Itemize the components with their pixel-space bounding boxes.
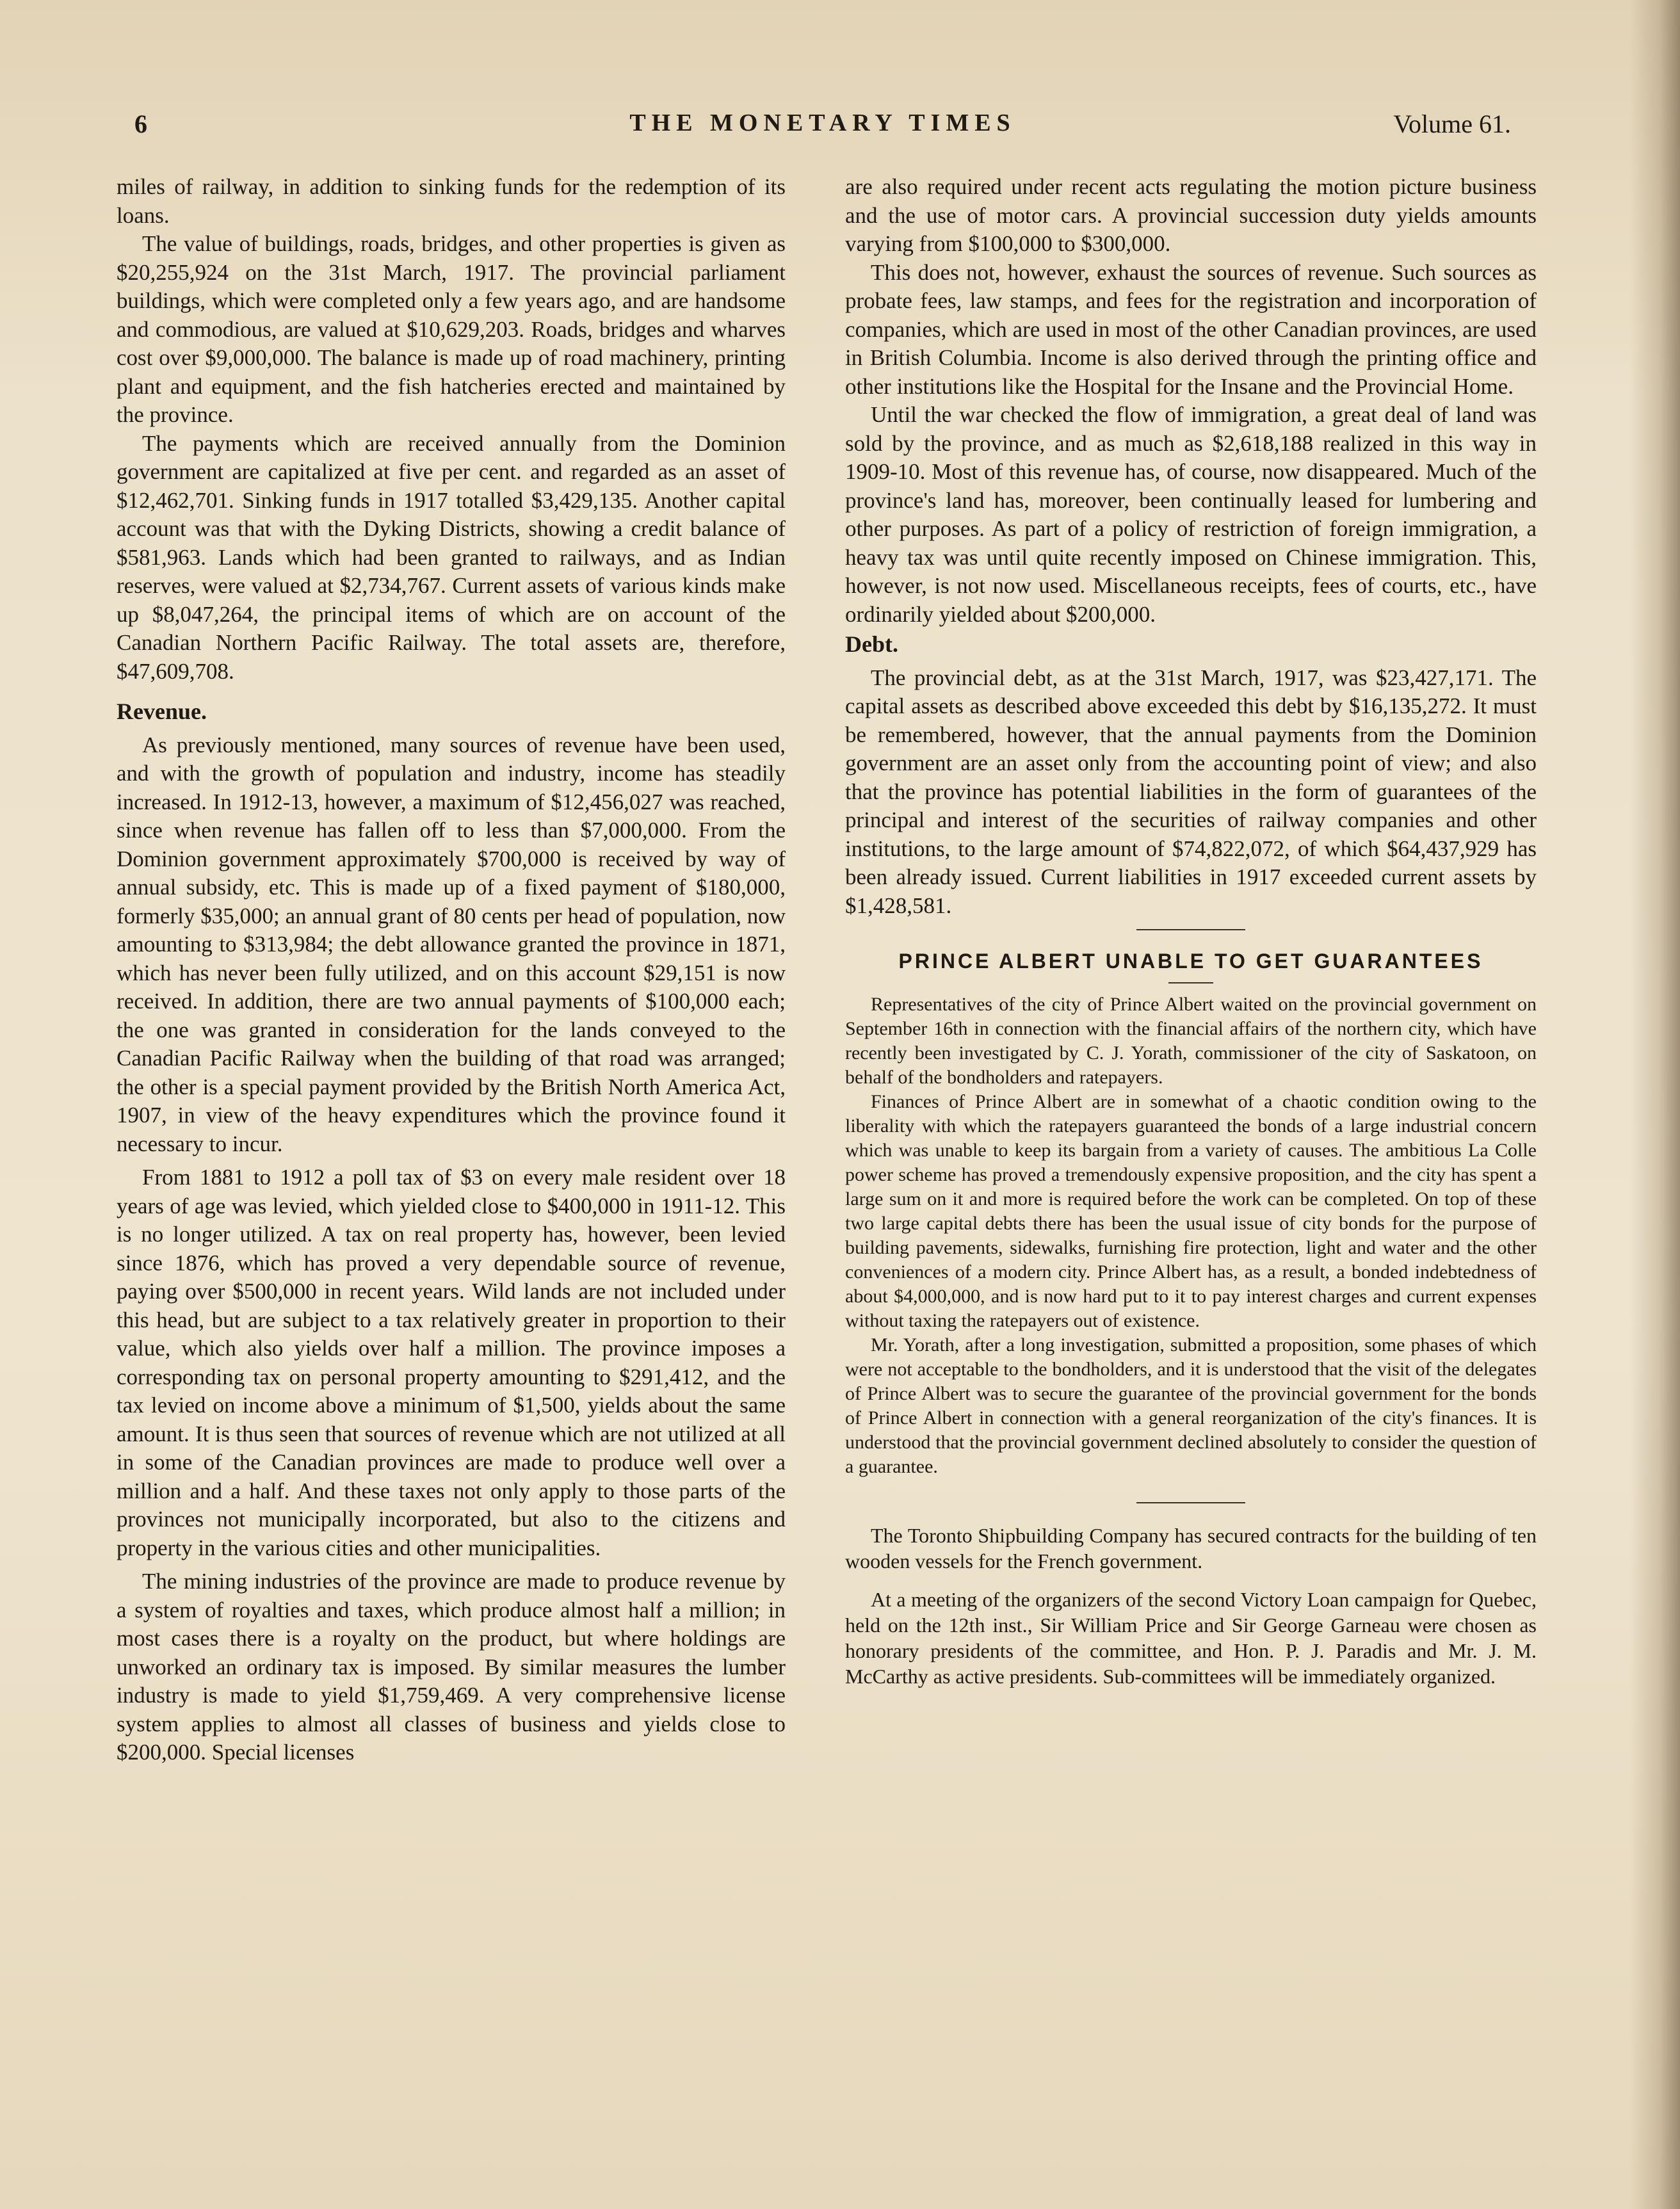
paragraph: This does not, however, exhaust the sources of revenue. Such sources as probate fees, law stamps, and fees for the registration and incorporation of companies, which are used in most of the other Canadian provinces, are used in British Columbia. Income is also derived through the printing office and other institutions like the Hospital for the Insane and the Provincial Home. <box>845 259 1537 399</box>
page-header <box>134 109 1511 147</box>
news-items <box>845 1523 1537 1689</box>
paragraph: Until the war checked the flow of immigration, a great deal of land was sold by the province, and as much as $2,618,188 realized in this way in 1909-10. Most of this revenue has, of course, now disappeared. Much of the province's land has, moreover, been continually leased for lumbering and other purposes. As part of a policy of restriction of foreign immigration, a heavy tax was until quite recently imposed on Chinese immigration. This, however, is not now used. Miscellaneous receipts, fees of courts, etc., have ordinarily yielded about $200,000. <box>845 402 1537 627</box>
paragraph: The mining industries of the province are made to produce revenue by a system of royalties and taxes, which produce almost half a million; in most cases there is a royalty on the product, but where holdings are unworked an ordinary tax is imposed. By similar measures the lumber industry is made to yield $1,759,469. A very comprehensive license system applies to almost all classes of business and yields close to $200,000. Special licenses <box>117 1569 786 1765</box>
section-heading-revenue: Revenue. <box>117 699 207 724</box>
volume-label: Volume 61. <box>1393 109 1511 138</box>
separator-rule <box>1136 929 1245 930</box>
article-title: PRINCE ALBERT UNABLE TO GET GUARANTEES <box>898 950 1483 973</box>
separator-rule <box>1136 1502 1245 1503</box>
paragraph: Finances of Prince Albert are in somewhat of a chaotic condition owing to the liberality with which the ratepayers guaranteed the bonds of a large industrial concern which was unable to keep its bargain from a variety of causes. The ambitious La Colle power scheme has proved a tremendously expensive proposition, and the city has spent a large sum on it and more is required before the work can be completed. On top of these two large capital debts there has been the usual issue of city bonds for the purpose of building pavements, sidewalks, furnishing fire protection, light and water and the other conveniences of a modern city. Prince Albert has, as a result, a bonded indebtedness of about $4,000,000, and is now hard put to it to pay interest charges and current expenses without taxing the ratepayers out of existence. <box>845 1090 1537 1331</box>
title-rule <box>1168 982 1213 983</box>
paragraph: The value of buildings, roads, bridges, and other properties is given as $20,255,924 on the 31st March, 1917. The provincial parliament buildings, which were completed only a few years ago, and are handsome and commodious, are valued at $10,629,203. Roads, bridges and wharves cost over $9,000,000. The balance is made up of road machinery, printing plant and equipment, and the fish hatcheries erected and maintained by the province. <box>117 231 786 427</box>
page-edge-shadow <box>1629 0 1680 2209</box>
page-number: 6 <box>134 109 147 138</box>
paragraph: The Toronto Shipbuilding Company has secured contracts for the building of ten wooden vessels for the French government. <box>845 1523 1537 1573</box>
right-column <box>845 173 1537 1689</box>
section-heading-debt: Debt. <box>845 631 898 657</box>
paragraph: miles of railway, in addition to sinking funds for the redemption of its loans. <box>117 174 786 228</box>
paragraph: The provincial debt, as at the 31st March, 1917, was $23,427,171. The capital assets as described above exceeded this debt by $16,135,272. It must be remembered, however, that the annual payments from the Dominion government are an asset only from the accounting point of view; and also that the province has potential liabilities in the form of guarantees of the principal and interest of the securities of railway companies and other institutions, to the large amount of $74,822,072, of which $64,437,929 has been already issued. Current liabilities in 1917 exceeded current assets by $1,428,581. <box>845 665 1537 918</box>
masthead-title: THE MONETARY TIMES <box>629 109 1016 136</box>
paragraph: are also required under recent acts regulating the motion picture business and the use of motor cars. A provincial succession duty yields amounts varying from $100,000 to $300,000. <box>845 174 1537 256</box>
left-column <box>117 173 786 1767</box>
article-body <box>845 992 1537 1479</box>
paragraph: Mr. Yorath, after a long investigation, submitted a proposition, some phases of which were not acceptable to the bondholders, and it is understood that the visit of the delegates of Prince Albert was to secure the guarantee of the provincial government for the bonds of Prince Albert in connection with a general reorganization of the city's finances. It is understood that the provincial government declined absolutely to consider the question of a guarantee. <box>845 1334 1537 1477</box>
paragraph: Representatives of the city of Prince Albert waited on the provincial government on September 16th in connection with the financial affairs of the northern city, which have recently been investigated by C. J. Yorath, commissioner of the city of Saskatoon, on behalf of the bondholders and ratepayers. <box>845 993 1537 1088</box>
paragraph: From 1881 to 1912 a poll tax of $3 on every male resident over 18 years of age was levied, which yielded close to $400,000 in 1911-12. This is no longer utilized. A tax on real property has, however, been levied since 1876, which has proved a very dependable source of revenue, paying over $500,000 in recent years. Wild lands are not included under this head, but are subject to a tax relatively greater in proportion to their value, which also yields over half a million. The province imposes a corresponding tax on personal property amounting to $291,412, and the tax levied on income above a minimum of $1,500, yields about the same amount. It is thus seen that sources of revenue which are not utilized at all in some of the Canadian provinces are made to produce well over a million and a half. And these taxes not only apply to those parts of the provinces not municipally incorporated, but also to the citizens and property in the various cities and other municipalities. <box>117 1165 786 1560</box>
paragraph: As previously mentioned, many sources of revenue have been used, and with the growth of population and industry, income has steadily increased. In 1912-13, however, a maximum of $12,456,027 was reached, since when revenue has fallen off to less than $7,000,000. From the Dominion government approximately $700,000 is received by way of annual subsidy, etc. This is made up of a fixed payment of $180,000, formerly $35,000; an annual grant of 80 cents per head of population, now amounting to $313,984; the debt allowance granted the province in 1871, which has never been fully utilized, and on this account $29,151 is now received. In addition, there are two annual payments of $100,000 each; the one was granted in consideration for the lands conveyed to the Canadian Pacific Railway when the building of that road was arranged; the other is a special payment provided by the British North America Act, 1907, in view of the heavy expenditures which the province found it necessary to incur. <box>117 732 786 1156</box>
paragraph: At a meeting of the organizers of the second Victory Loan campaign for Quebec, held on the 12th inst., Sir William Price and Sir George Garneau were chosen as honorary presidents of the committee, and Hon. P. J. Paradis and Mr. J. M. McCarthy as active presidents. Sub-committees will be immediately organized. <box>845 1587 1537 1688</box>
paragraph: The payments which are received annually from the Dominion government are capitalized at five per cent. and regarded as an asset of $12,462,701. Sinking funds in 1917 totalled $3,429,135. Another capital account was that with the Dyking Districts, showing a credit balance of $581,963. Lands which had been granted to railways, and as Indian reserves, were valued at $2,734,767. Current assets of various kinds make up $8,047,264, the principal items of which are on account of the Canadian Northern Pacific Railway. The total assets are, therefore, $47,609,708. <box>117 430 786 684</box>
